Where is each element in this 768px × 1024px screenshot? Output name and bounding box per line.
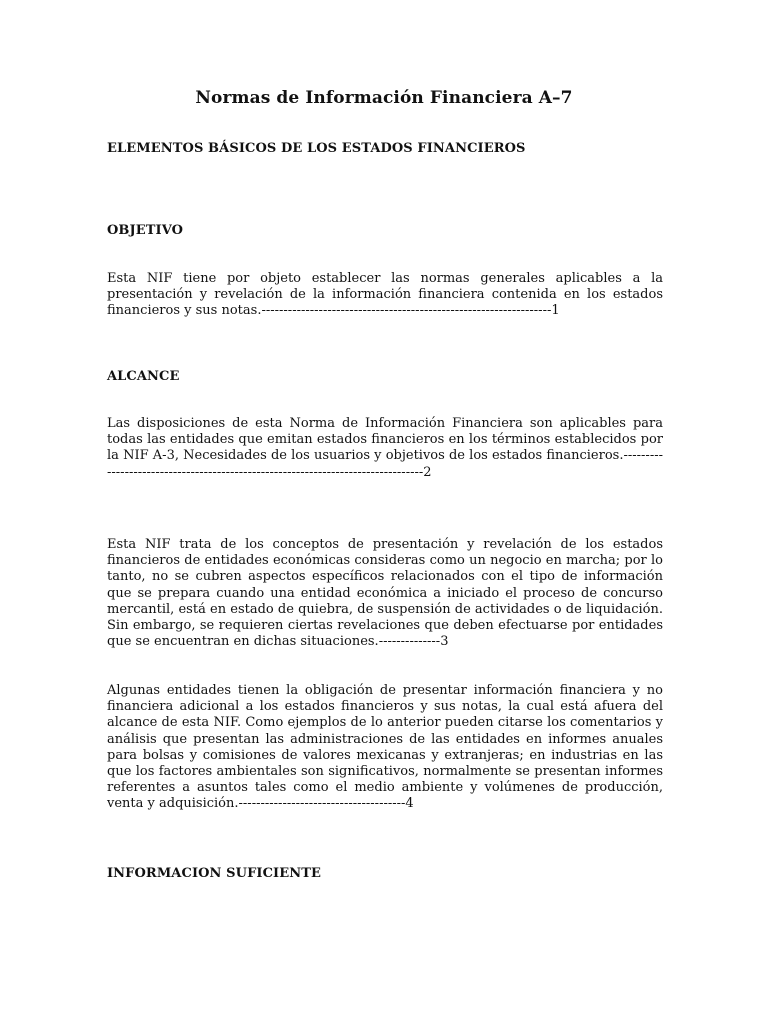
paragraph-4: Algunas entidades tienen la obligación de presentar información financiera y no financiera adicional a los estados financieros y sus notas, la cual está afuera del alcance de esta NIF. Como ejemplos de lo anterior pueden citarse los comentarios y análisis que presentan las administraciones de las entidades en informes anuales para bolsas y comisiones de valores mexicanas y extranjeras; en industrias en las que los factores ambientales son significativos, normalmente se presentan informes referentes a asuntos tales como el medio ambiente y volúmenes de producción, venta y adquisición.--------------------------------------4: [107, 683, 663, 812]
document-title: Normas de Información Financiera A–7: [195, 88, 573, 108]
section-heading-objetivo: OBJETIVO: [107, 223, 184, 238]
paragraph-3: Esta NIF trata de los conceptos de presentación y revelación de los estados financieros de entidades económicas consideras como un negocio en marcha; por lo tanto, no se cubren aspectos específicos relacionados con el tipo de información que se prepara cuando una entidad económica a iniciado el proceso de concurso mercantil, está en estado de quiebra, de suspensión de actividades o de liquidación. Sin embargo, se requieren ciertas revelaciones que deben efectuarse por entidades que se encuentran en dichas situaciones.--------------3: [107, 537, 663, 650]
section-heading-alcance: ALCANCE: [107, 369, 180, 384]
paragraph-2: Las disposiciones de esta Norma de Información Financiera son aplicables para todas las entidades que emitan estados financieros en los términos establecidos por la NIF A-3, Necesidades de los usuarios y objetivos de los estados financieros.---------------------------------------------------------------------------------2: [107, 416, 663, 480]
document-subtitle: ELEMENTOS BÁSICOS DE LOS ESTADOS FINANCIEROS: [107, 141, 526, 156]
section-heading-informacion-suficiente: INFORMACION SUFICIENTE: [107, 866, 321, 881]
paragraph-1: Esta NIF tiene por objeto establecer las normas generales aplicables a la presentación y revelación de la información financiera contenida en los estados financieros y sus notas.------------------------------------------------------------------1: [107, 271, 663, 319]
